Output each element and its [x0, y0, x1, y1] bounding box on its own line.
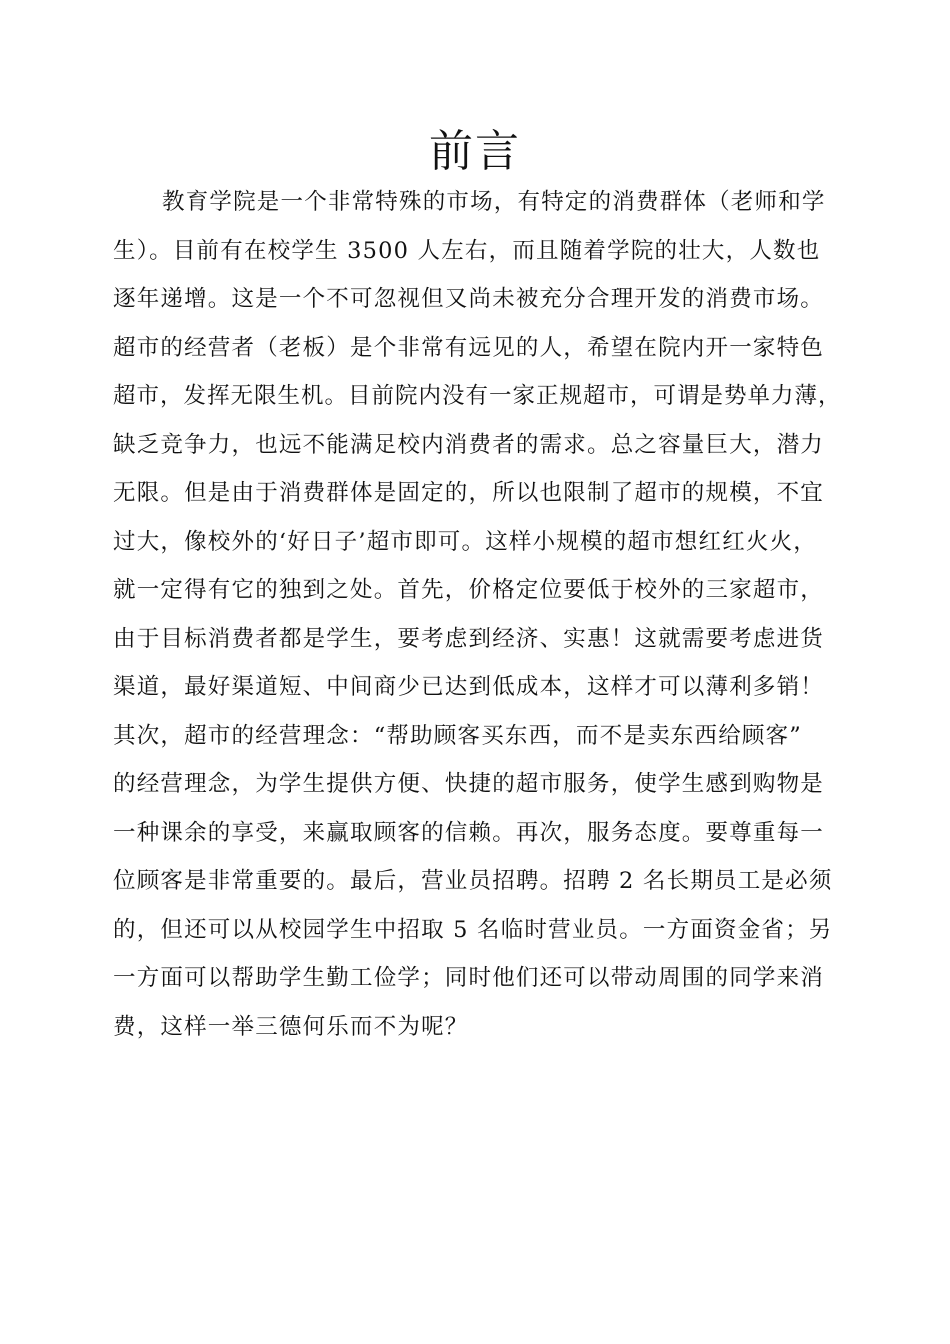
paragraph-line: 逐年递增。这是一个不可忽视但又尚未被充分合理开发的消费市场。: [113, 286, 825, 312]
paragraph-line: 就一定得有它的独到之处。首先，价格定位要低于校外的三家超市，: [113, 577, 825, 603]
paragraph-line: 缺乏竞争力，也远不能满足校内消费者的需求。总之容量巨大，潜力: [113, 431, 825, 458]
paragraph-line: 教育学院是一个非常特殊的市场，有特定的消费群体（老师和学: [162, 189, 826, 215]
paragraph-line: 由于目标消费者都是学生，要考虑到经济、实惠！这就需要考虑进货: [113, 625, 825, 652]
paragraph-line: 超市的经营者（老板）是个非常有远见的人，希望在院内开一家特色: [113, 334, 825, 361]
paragraph-line: 其次，超市的经营理念：“帮助顾客买东西，而不是卖东西给顾客”: [113, 722, 803, 749]
preface-paragraph: [113, 178, 843, 1051]
paragraph-line: 无限。但是由于消费群体是固定的，所以也限制了超市的规模，不宜: [113, 480, 825, 506]
paragraph-line: 一方面可以帮助学生勤工俭学；同时他们还可以带动周围的同学来消: [113, 965, 825, 991]
paragraph-line: 的，但还可以从校园学生中招取 5 名临时营业员。一方面资金省；另: [113, 916, 833, 943]
paragraph-line: 一种课余的享受，来赢取顾客的信赖。再次，服务态度。要尊重每一: [113, 819, 825, 846]
paragraph-line: 渠道，最好渠道短、中间商少已达到低成本，这样才可以薄利多销！: [113, 674, 825, 700]
page-title: 前言: [429, 126, 521, 177]
paragraph-line: 的经营理念，为学生提供方便、快捷的超市服务，使学生感到购物是: [113, 771, 825, 797]
paragraph-line: 生）。目前有在校学生 3500 人左右，而且随着学院的壮大，人数也: [113, 237, 821, 264]
paragraph-line: 位顾客是非常重要的。最后，营业员招聘。招聘 2 名长期员工是必须: [113, 868, 833, 894]
paragraph-line: 过大，像校外的‘好日子’超市即可。这样小规模的超市想红红火火，: [113, 528, 818, 555]
paragraph-line: 超市，发挥无限生机。目前院内没有一家正规超市，可谓是势单力薄，: [113, 383, 842, 409]
paragraph-line: 费，这样一举三德何乐而不为呢？: [113, 1013, 469, 1040]
